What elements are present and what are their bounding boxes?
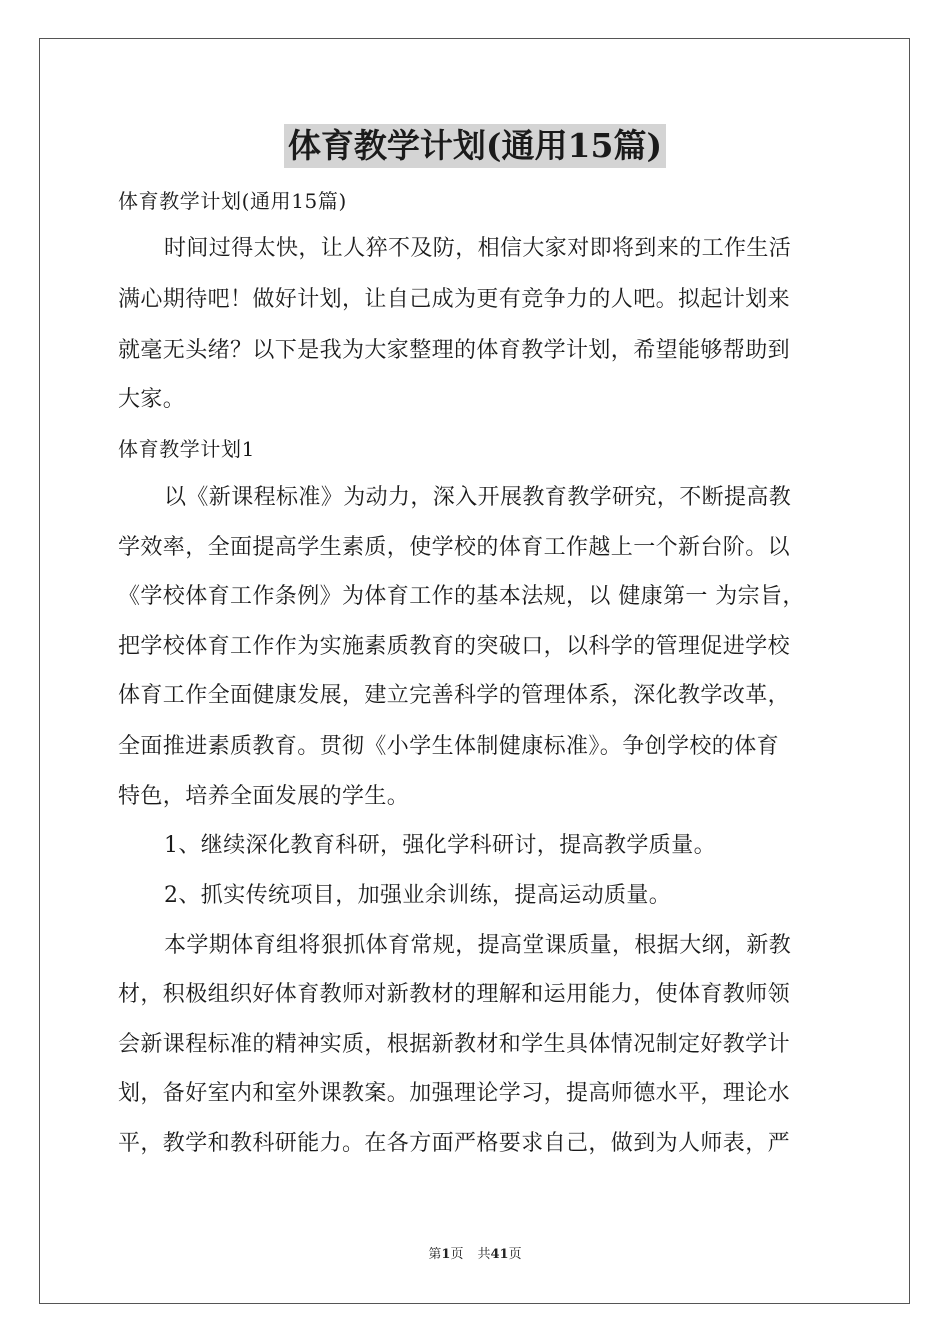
paragraph-line: 会新课程标准的精神实质，根据新教材和学生具体情况制定好教学计 [118, 1032, 791, 1057]
footer-page-number: 1 [441, 1247, 451, 1262]
paragraph-line: 材，积极组织好体育教师对新教材的理解和运用能力，使体育教师领 [118, 982, 791, 1007]
footer-page-prefix: 第 [428, 1247, 442, 1262]
paragraph-line: 以《新课程标准》为动力，深入开展教育教学研究，不断提高教 [164, 485, 792, 510]
footer-total-pages: 41 [490, 1247, 509, 1262]
paragraph-line: 体育工作全面健康发展，建立完善科学的管理体系，深化教学改革， [118, 683, 791, 708]
footer-total-prefix: 共 [477, 1247, 491, 1262]
page-footer [0, 1246, 950, 1264]
paragraph-line: 就毫无头绪？以下是我为大家整理的体育教学计划，希望能够帮助到 [118, 338, 791, 363]
footer-page-unit: 页 [450, 1247, 464, 1262]
paragraph-line: 时间过得太快，让人猝不及防，相信大家对即将到来的工作生活 [164, 236, 792, 261]
title-wrap [0, 124, 950, 168]
subtitle-line: 体育教学计划(通用15篇) [118, 189, 347, 213]
paragraph-line: 全面推进素质教育。贯彻《小学生体制健康标准》。争创学校的体育 [118, 734, 780, 759]
paragraph-line: 大家。 [118, 387, 186, 412]
list-item: 1、继续深化教育科研，强化学科研讨，提高教学质量。 [164, 833, 716, 858]
paragraph-line: 学效率，全面提高学生素质，使学校的体育工作越上一个新台阶。以 [118, 535, 791, 560]
paragraph-line: 特色，培养全面发展的学生。 [118, 784, 410, 809]
footer-total-unit: 页 [508, 1247, 522, 1262]
paragraph-line: 《学校体育工作条例》为体育工作的基本法规，以 健康第一 为宗旨， [118, 584, 805, 609]
page-border [39, 38, 910, 1304]
list-item: 2、抓实传统项目，加强业余训练，提高运动质量。 [164, 883, 672, 908]
section-heading: 体育教学计划1 [118, 437, 255, 461]
paragraph-line: 平，教学和教科研能力。在各方面严格要求自己，做到为人师表，严 [118, 1131, 791, 1156]
paragraph-line: 本学期体育组将狠抓体育常规，提高堂课质量，根据大纲，新教 [164, 933, 792, 958]
paragraph-line: 满心期待吧！做好计划，让自己成为更有竞争力的人吧。拟起计划来 [118, 287, 791, 312]
paragraph-line: 划，备好室内和室外课教案。加强理论学习，提高师德水平，理论水 [118, 1081, 791, 1106]
document-title: 体育教学计划(通用15篇) [284, 124, 666, 168]
paragraph-line: 把学校体育工作作为实施素质教育的突破口，以科学的管理促进学校 [118, 634, 791, 659]
